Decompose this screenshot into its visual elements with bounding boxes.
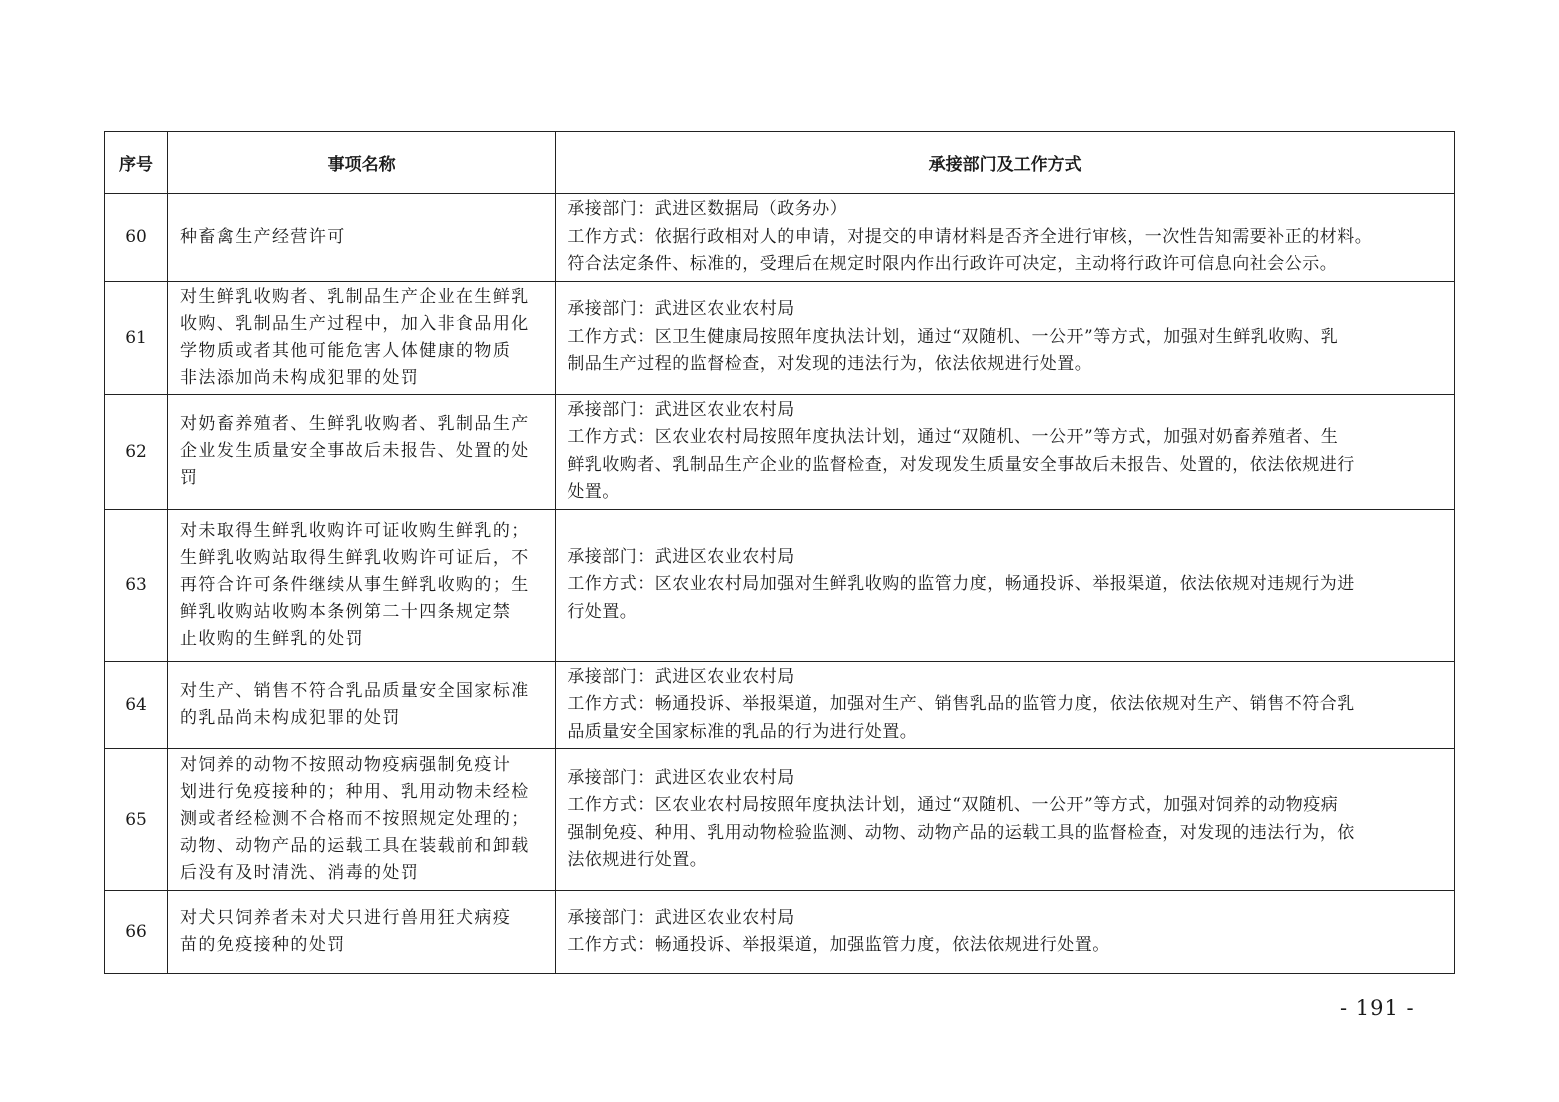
item-name-line: 后没有及时清洗、消毒的处罚 xyxy=(180,863,420,883)
header-item-name: 事项名称 xyxy=(168,132,556,194)
work-method-line: 品质量安全国家标准的乳品的行为进行处置。 xyxy=(567,721,918,742)
table-row xyxy=(105,509,1455,661)
table-row xyxy=(105,891,1455,974)
row-department-method xyxy=(556,281,1455,394)
item-name-line: 再符合许可条件继续从事生鲜乳收购的；生 xyxy=(180,574,530,595)
work-method-line: 符合法定条件、标准的，受理后在规定时限内作出行政许可决定，主动将行政许可信息向社会公示。 xyxy=(567,254,1338,274)
item-name-line: 对饲养的动物不按照动物疫病强制免疫计 xyxy=(180,755,512,775)
item-name-line: 企业发生质量安全事故后未报告、处置的处 xyxy=(180,441,530,461)
work-method-line: 工作方式：区农业农村局加强对生鲜乳收购的监管力度，畅通投诉、举报渠道，依法依规对违规行为进 xyxy=(567,574,1355,595)
item-name-line: 对奶畜养殖者、生鲜乳收购者、乳制品生产 xyxy=(180,414,530,434)
row-department-method xyxy=(556,509,1455,661)
page-number: - 191 - xyxy=(1340,996,1415,1020)
table-row xyxy=(105,394,1455,509)
row-serial-number: 65 xyxy=(105,749,168,891)
item-name-line: 划进行免疫接种的；种用、乳用动物未经检 xyxy=(180,782,530,802)
work-method-line: 强制免疫、种用、乳用动物检验监测、动物、动物产品的运载工具的监督检查，对发现的违法行为，依 xyxy=(567,822,1355,843)
department-line: 承接部门：武进区数据局（政务办） xyxy=(567,199,848,219)
row-serial-number: 66 xyxy=(105,891,168,974)
header-serial-number: 序号 xyxy=(105,132,168,194)
table-header-row xyxy=(105,132,1455,194)
item-name-line: 对生鲜乳收购者、乳制品生产企业在生鲜乳 xyxy=(180,286,530,307)
item-name-line: 对未取得生鲜乳收购许可证收购生鲜乳的； xyxy=(180,520,530,541)
work-method-line: 法依规进行处置。 xyxy=(567,850,708,870)
header-department-method: 承接部门及工作方式 xyxy=(556,132,1455,194)
row-department-method xyxy=(556,749,1455,891)
item-name-line: 生鲜乳收购站取得生鲜乳收购许可证后，不 xyxy=(180,547,530,568)
work-method-line: 工作方式：区卫生健康局按照年度执法计划，通过“双随机、一公开”等方式，加强对生鲜乳收购、乳 xyxy=(567,326,1339,347)
table-row xyxy=(105,749,1455,891)
item-name-line: 收购、乳制品生产过程中，加入非食品用化 xyxy=(180,313,530,334)
row-item-name xyxy=(168,281,556,394)
matters-table xyxy=(104,131,1455,974)
row-serial-number: 62 xyxy=(105,394,168,509)
work-method-line: 工作方式：区农业农村局按照年度执法计划，通过“双随机、一公开”等方式，加强对饲养的动物疫病 xyxy=(567,795,1339,815)
item-name-line: 止收购的生鲜乳的处罚 xyxy=(180,628,365,649)
department-line: 承接部门：武进区农业农村局 xyxy=(567,767,795,788)
row-serial-number: 63 xyxy=(105,509,168,661)
row-serial-number: 61 xyxy=(105,281,168,394)
row-department-method xyxy=(556,394,1455,509)
row-department-method xyxy=(556,194,1455,282)
work-method-line: 工作方式：畅通投诉、举报渠道，加强监管力度，依法依规进行处置。 xyxy=(567,935,1110,955)
department-line: 承接部门：武进区农业农村局 xyxy=(567,399,795,420)
item-name-line: 测或者经检测不合格而不按照规定处理的； xyxy=(180,809,530,829)
row-item-name xyxy=(168,891,556,974)
item-name-line: 鲜乳收购站收购本条例第二十四条规定禁 xyxy=(180,601,512,622)
table-row xyxy=(105,194,1455,282)
department-line: 承接部门：武进区农业农村局 xyxy=(567,907,795,928)
item-name-line: 非法添加尚未构成犯罪的处罚 xyxy=(180,367,420,388)
row-serial-number: 60 xyxy=(105,194,168,282)
row-item-name xyxy=(168,749,556,891)
table-row xyxy=(105,661,1455,749)
table-row xyxy=(105,281,1455,394)
work-method-line: 工作方式：区农业农村局按照年度执法计划，通过“双随机、一公开”等方式，加强对奶畜养殖者、生 xyxy=(567,427,1339,447)
department-line: 承接部门：武进区农业农村局 xyxy=(567,299,795,320)
work-method-line: 处置。 xyxy=(567,482,620,502)
work-method-line: 工作方式：依据行政相对人的申请，对提交的申请材料是否齐全进行审核，一次性告知需要补正的材料。 xyxy=(567,226,1373,247)
row-department-method xyxy=(556,661,1455,749)
item-name-line: 对犬只饲养者未对犬只进行兽用狂犬病疫 xyxy=(180,908,512,928)
row-serial-number: 64 xyxy=(105,661,168,749)
item-name-line: 种畜禽生产经营许可 xyxy=(180,226,346,247)
row-item-name xyxy=(168,661,556,749)
row-item-name xyxy=(168,509,556,661)
department-line: 承接部门：武进区农业农村局 xyxy=(567,666,795,687)
item-name-line: 苗的免疫接种的处罚 xyxy=(180,935,346,955)
work-method-line: 工作方式：畅通投诉、举报渠道，加强对生产、销售乳品的监管力度，依法依规对生产、销售不符合乳 xyxy=(567,694,1355,714)
item-name-line: 对生产、销售不符合乳品质量安全国家标准 xyxy=(180,680,530,701)
row-item-name xyxy=(168,394,556,509)
item-name-line: 罚 xyxy=(180,468,199,488)
item-name-line: 的乳品尚未构成犯罪的处罚 xyxy=(180,707,401,728)
department-line: 承接部门：武进区农业农村局 xyxy=(567,546,795,567)
work-method-line: 制品生产过程的监督检查，对发现的违法行为，依法依规进行处置。 xyxy=(567,354,1093,375)
item-name-line: 学物质或者其他可能危害人体健康的物质 xyxy=(180,340,512,361)
work-method-line: 行处置。 xyxy=(567,601,638,622)
row-item-name xyxy=(168,194,556,282)
item-name-line: 动物、动物产品的运载工具在装载前和卸载 xyxy=(180,836,530,856)
row-department-method xyxy=(556,891,1455,974)
work-method-line: 鲜乳收购者、乳制品生产企业的监督检查，对发现发生质量安全事故后未报告、处置的，依法依规进行 xyxy=(567,454,1355,475)
